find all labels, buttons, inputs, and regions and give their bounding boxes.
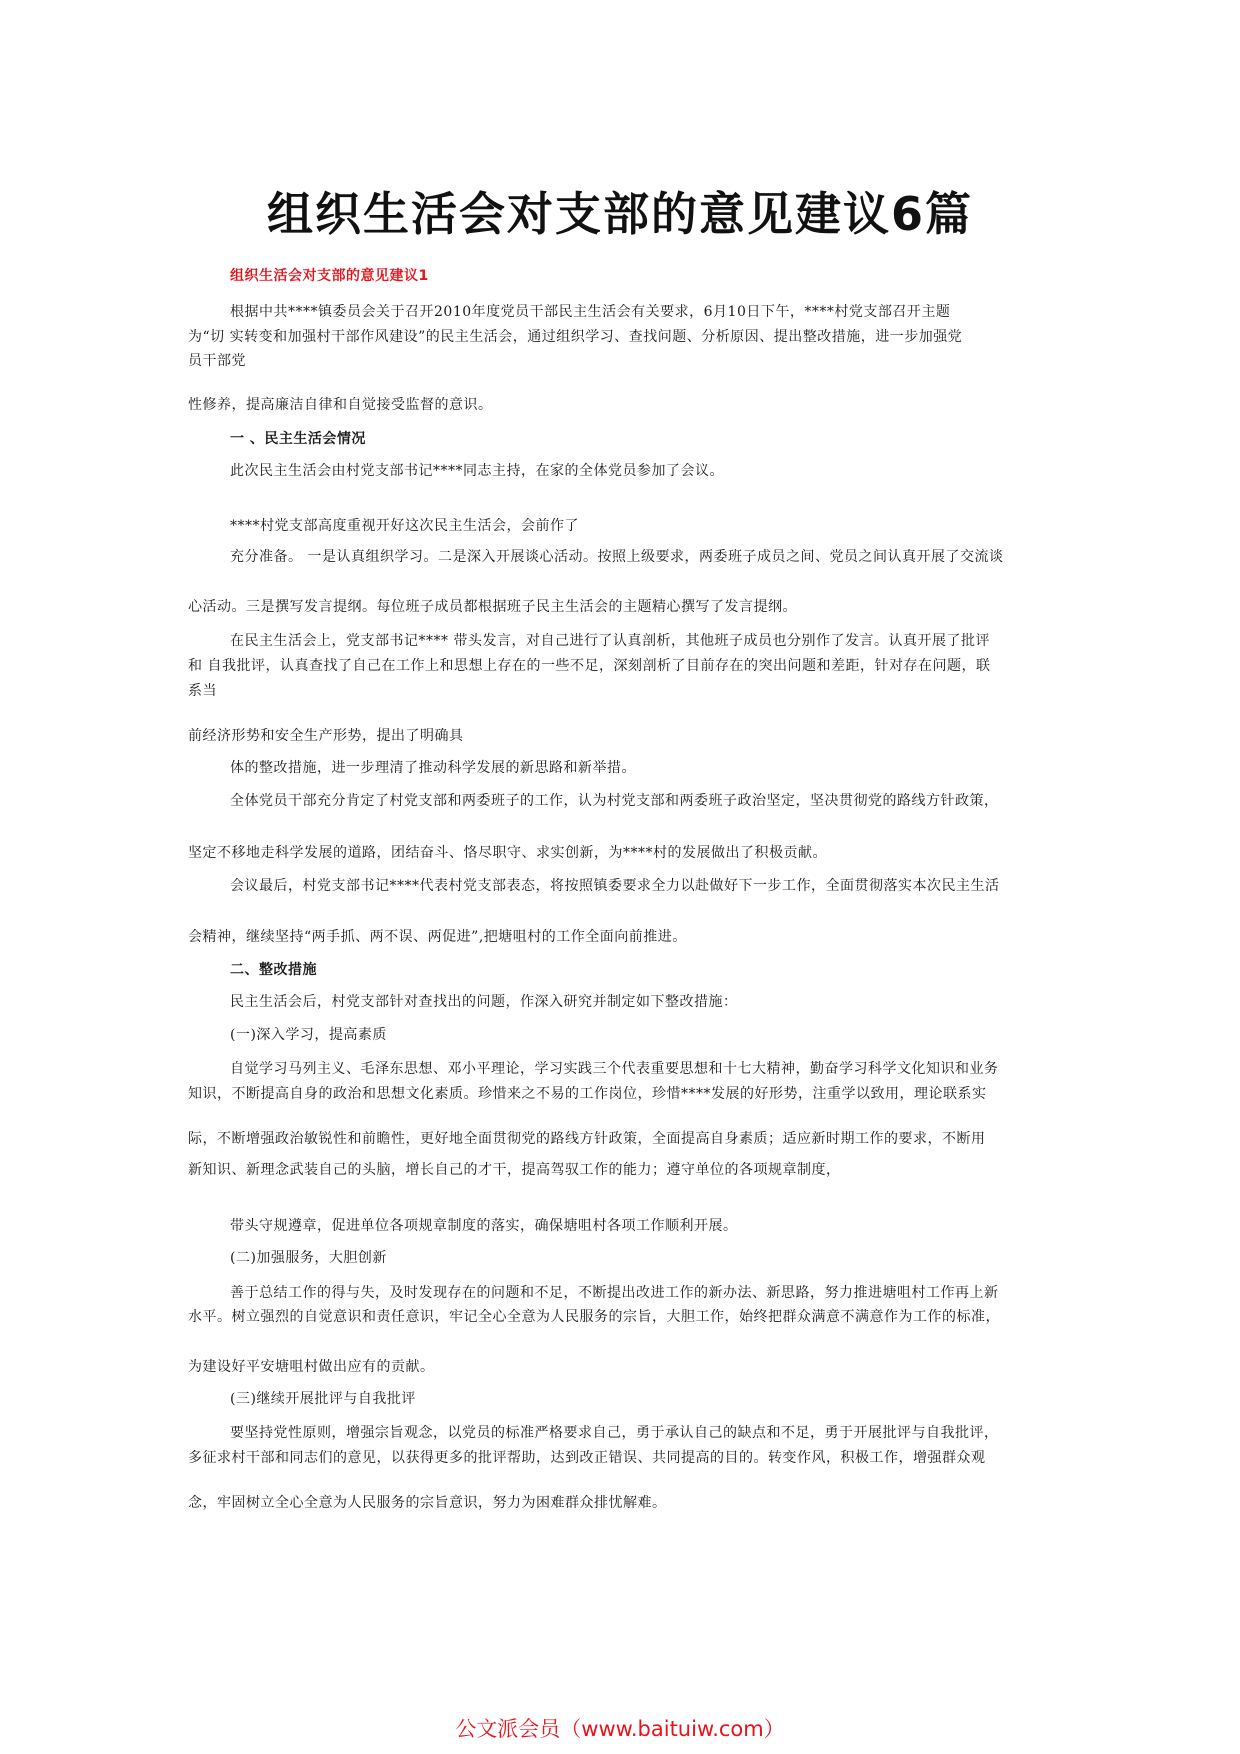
- paragraph-line: (二)加强服务，大胆创新: [230, 1250, 387, 1266]
- paragraph-line: 善于总结工作的得与失，及时发现存在的问题和不足，不断提出改进工作的新办法、新思路，努力推进塘咀村工作再上新: [230, 1285, 999, 1301]
- paragraph-line: 和 自我批评，认真查找了自己在工作上和思想上存在的一些不足，深刻剖析了目前存在的突出问题和差距，针对存在问题，联: [188, 658, 991, 674]
- document-title: 组织生活会对支部的意见建议6篇: [266, 187, 973, 241]
- paragraph-line: 民主生活会后，村党支部针对查找出的问题，作深入研究并制定如下整改措施：: [230, 994, 738, 1010]
- paragraph-line: 系当: [188, 683, 217, 699]
- paragraph-line: (三)继续开展批评与自我批评: [230, 1391, 416, 1407]
- section-heading: 一 、民主生活会情况: [230, 431, 366, 447]
- paragraph-line: 知识，不断提高自身的政治和思想文化素质。珍惜来之不易的工作岗位，珍惜****发展的好形势，注重学以致用，理论联系实: [188, 1086, 987, 1102]
- paragraph-line: 水平。树立强烈的自觉意识和责任意识，牢记全心全意为人民服务的宗旨，大胆工作，始终把群众满意不满意作为工作的标准，: [188, 1309, 1000, 1325]
- paragraph-line: 要坚持党性原则，增强宗旨观念，以党员的标准严格要求自己，勇于承认自己的缺点和不足，勇于开展批评与自我批评，: [230, 1425, 999, 1441]
- paragraph-line: (一)深入学习，提高素质: [230, 1027, 387, 1043]
- paragraph-line: 际，不断增强政治敏锐性和前瞻性，更好地全面贯彻党的路线方针政策，全面提高自身素质；适应新时期工作的要求，不断用: [188, 1131, 986, 1147]
- paragraph-line: 前经济形势和安全生产形势，提出了明确具: [188, 728, 464, 744]
- paragraph-line: 新知识、新理念武装自己的头脑，增长自己的才干，提高驾驭工作的能力；遵守单位的各项规章制度，: [188, 1162, 841, 1178]
- paragraph-line: 自觉学习马列主义、毛泽东思想、邓小平理论，学习实践三个代表重要思想和十七大精神，勤奋学习科学文化知识和业务: [230, 1061, 999, 1077]
- paragraph-line: 心活动。三是撰写发言提纲。每位班子成员都根据班子民主生活会的主题精心撰写了发言提纲。: [188, 599, 797, 615]
- paragraph-line: 为建设好平安塘咀村做出应有的贡献。: [188, 1359, 435, 1375]
- paragraph-line: 性修养，提高廉洁自律和自觉接受监督的意识。: [188, 397, 493, 413]
- paragraph-line: 员干部党: [188, 353, 246, 369]
- section-heading: 二、整改措施: [230, 962, 317, 978]
- footer-watermark: 公文派会员（www.baituiw.com）: [455, 1717, 785, 1741]
- paragraph-line: 此次民主生活会由村党支部书记****同志主持，在家的全体党员参加了会议。: [230, 463, 724, 479]
- paragraph-line: 念，牢固树立全心全意为人民服务的宗旨意识，努力为困难群众排忧解难。: [188, 1495, 667, 1511]
- paragraph-line: ****村党支部高度重视开好这次民主生活会，会前作了: [230, 518, 579, 534]
- paragraph-line: 体的整改措施，进一步理清了推动科学发展的新思路和新举措。: [230, 760, 636, 776]
- paragraph-line: 多征求村干部和同志们的意见，以获得更多的批评帮助，达到改正错误、共同提高的目的。转变作风，积极工作，增强群众观: [188, 1450, 986, 1466]
- paragraph-line: 根据中共****镇委员会关于召开2010年度党员干部民主生活会有关要求，6月10日下午，****村党支部召开主题: [230, 304, 951, 320]
- paragraph-line: 带头守规遵章，促进单位各项规章制度的落实，确保塘咀村各项工作顺利开展。: [230, 1218, 738, 1234]
- paragraph-line: 会精神，继续坚持“两手抓、两不误、两促进”,把塘咀村的工作全面向前推进。: [188, 929, 687, 945]
- paragraph-line: 为“切 实转变和加强村干部作风建设”的民主生活会，通过组织学习、查找问题、分析原因、提出整改措施，进一步加强党: [188, 329, 963, 345]
- paragraph-line: 充分准备。 一是认真组织学习。二是深入开展谈心活动。按照上级要求，两委班子成员之间、党员之间认真开展了交流谈: [230, 549, 1004, 565]
- paragraph-line: 会议最后，村党支部书记****代表村党支部表态，将按照镇委要求全力以赴做好下一步工作，全面贯彻落实本次民主生活: [230, 878, 1000, 894]
- section-subtitle: 组织生活会对支部的意见建议1: [230, 268, 429, 284]
- paragraph-line: 在民主生活会上，党支部书记**** 带头发言，对自己进行了认真剖析，其他班子成员也分别作了发言。认真开展了批评: [230, 633, 990, 649]
- paragraph-line: 全体党员干部充分肯定了村党支部和两委班子的工作，认为村党支部和两委班子政治坚定，坚决贯彻党的路线方针政策，: [230, 793, 999, 809]
- paragraph-line: 坚定不移地走科学发展的道路，团结奋斗、恪尽职守、求实创新，为****村的发展做出了积极贡献。: [188, 845, 827, 861]
